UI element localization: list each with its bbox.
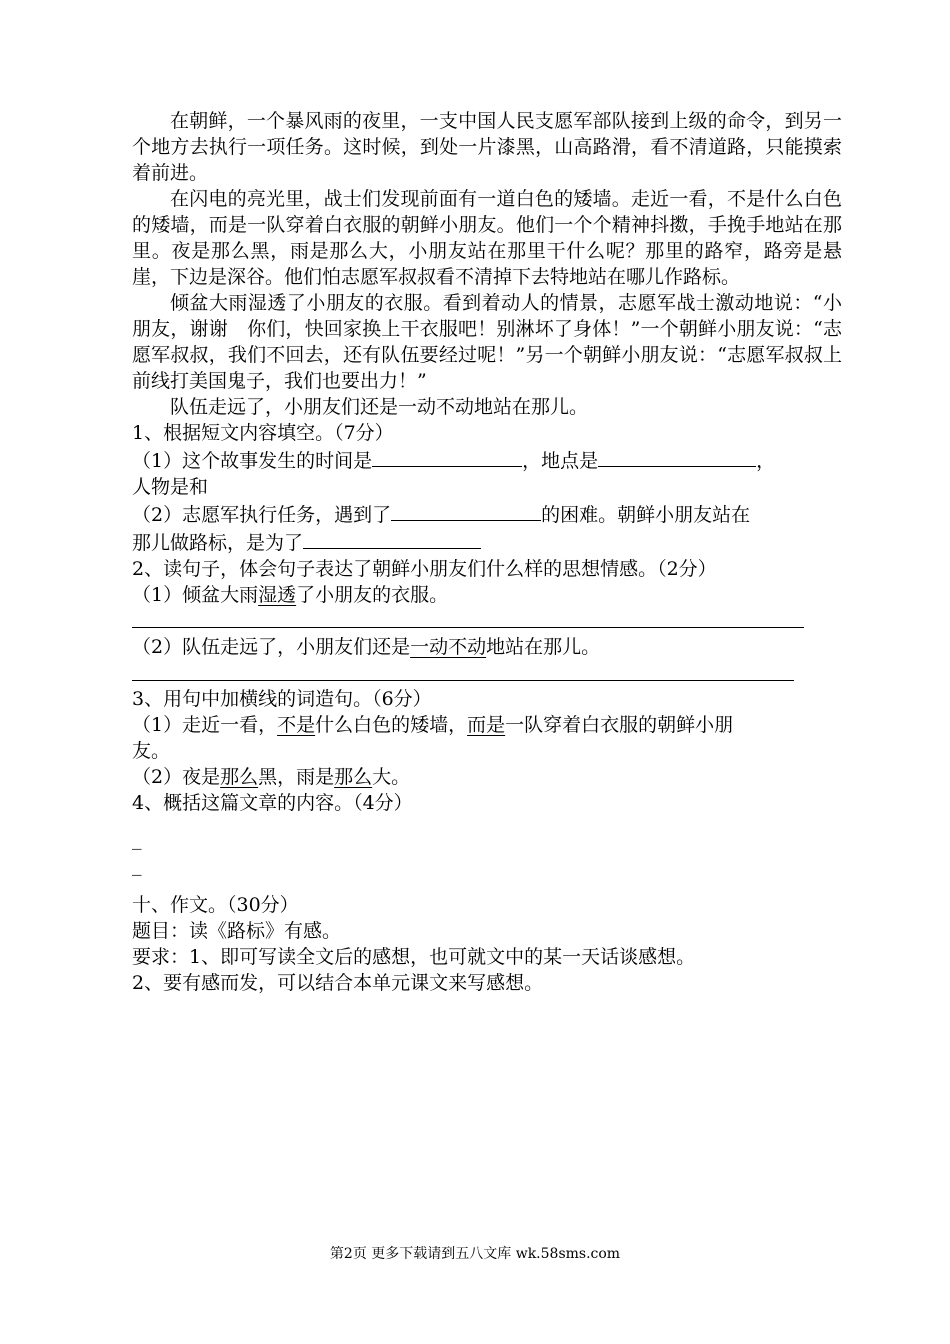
passage-paragraph-1: 在朝鲜，一个暴风雨的夜里，一支中国人民支愿军部队接到上级的命令，到另一个地方去执行一项任务。这时候，到处一片漆黑，山高路滑，看不清道路，只能摸索着前进。 bbox=[132, 110, 842, 184]
question-3-sentence-2: （2）夜是那么黑，雨是那么大。 bbox=[132, 766, 411, 788]
passage-paragraph-3: 倾盆大雨湿透了小朋友的衣服。看到着动人的情景，志愿军战士激动地说：“小朋友，谢谢 你们，快回家换上干衣服吧！别淋坏了身体！”一个朝鲜小朋友说：“志愿军叔叔，我们不回去，还有队伍要经过呢！”另一个朝鲜小朋友说：“志愿军叔叔上前线打美国鬼子，我们也要出力！” bbox=[132, 292, 842, 392]
question-1-part-1-cont: 人物是和 bbox=[132, 476, 209, 498]
underlined-word: 不是 bbox=[277, 714, 316, 736]
underlined-word: 而是 bbox=[467, 714, 506, 736]
underlined-word: 一动不动 bbox=[410, 636, 487, 658]
question-3-sentence-1: （1）走近一看，不是什么白色的矮墙，而是一队穿着白衣服的朝鲜小朋 bbox=[132, 714, 734, 736]
composition-requirement-2: 2、要有感而发，可以结合本单元课文来写感想。 bbox=[132, 972, 544, 994]
question-4-title: 4、概括这篇文章的内容。（4分） bbox=[132, 792, 413, 814]
question-3-title: 3、用句中加横线的词造句。（6分） bbox=[132, 688, 432, 710]
composition-title: 十、作文。（30分） bbox=[132, 894, 299, 916]
blank-time[interactable] bbox=[372, 446, 522, 467]
composition-topic: 题目：读《路标》有感。 bbox=[132, 920, 342, 942]
blank-purpose[interactable] bbox=[303, 528, 481, 549]
question-1-part-1: （1）这个故事发生的时间是 ，地点是 ， bbox=[132, 446, 842, 474]
underlined-word: 湿透 bbox=[258, 584, 297, 606]
answer-dash-1[interactable]: _ bbox=[132, 828, 142, 850]
passage-paragraph-4: 队伍走远了，小朋友们还是一动不动地站在那儿。 bbox=[170, 396, 589, 418]
question-1-title: 1、根据短文内容填空。（7分） bbox=[132, 422, 394, 444]
question-1-part-2-cont: 那儿做路标，是为了 bbox=[132, 528, 842, 556]
underlined-word: 那么 bbox=[220, 766, 259, 788]
blank-place[interactable] bbox=[598, 446, 756, 467]
passage-paragraph-2: 在闪电的亮光里，战士们发现前面有一道白色的矮墙。走近一看，不是什么白色的矮墙，而是一队穿着白衣服的朝鲜小朋友。他们一个个精神抖擞，手挽手地站在那里。夜是那么黑，雨是那么大，小朋友站在那里干什么呢？那里的路窄，路旁是悬崖，下边是深谷。他们怕志愿军叔叔看不清掉下去特地站在哪儿作路标。 bbox=[132, 188, 842, 288]
underlined-word: 那么 bbox=[334, 766, 373, 788]
question-2-sentence-1: （1）倾盆大雨湿透了小朋友的衣服。 bbox=[132, 584, 449, 606]
question-2-sentence-2: （2）队伍走远了，小朋友们还是一动不动地站在那儿。 bbox=[132, 636, 601, 658]
answer-dash-2[interactable]: _ bbox=[132, 854, 142, 876]
question-2-title: 2、读句子，体会句子表达了朝鲜小朋友们什么样的思想情感。（2分） bbox=[132, 558, 717, 580]
question-1-part-2: （2）志愿军执行任务，遇到了 的困难。朝鲜小朋友站在 bbox=[132, 500, 842, 528]
blank-difficulty[interactable] bbox=[391, 500, 541, 521]
page-footer: 第2页 更多下载请到五八文库 wk.58sms.com bbox=[329, 1246, 621, 1262]
composition-requirement-1: 要求：1、即可写读全文后的感想，也可就文中的某一天话谈感想。 bbox=[132, 946, 696, 968]
document-body bbox=[132, 108, 842, 996]
question-3-sentence-1-cont: 友。 bbox=[132, 740, 171, 762]
